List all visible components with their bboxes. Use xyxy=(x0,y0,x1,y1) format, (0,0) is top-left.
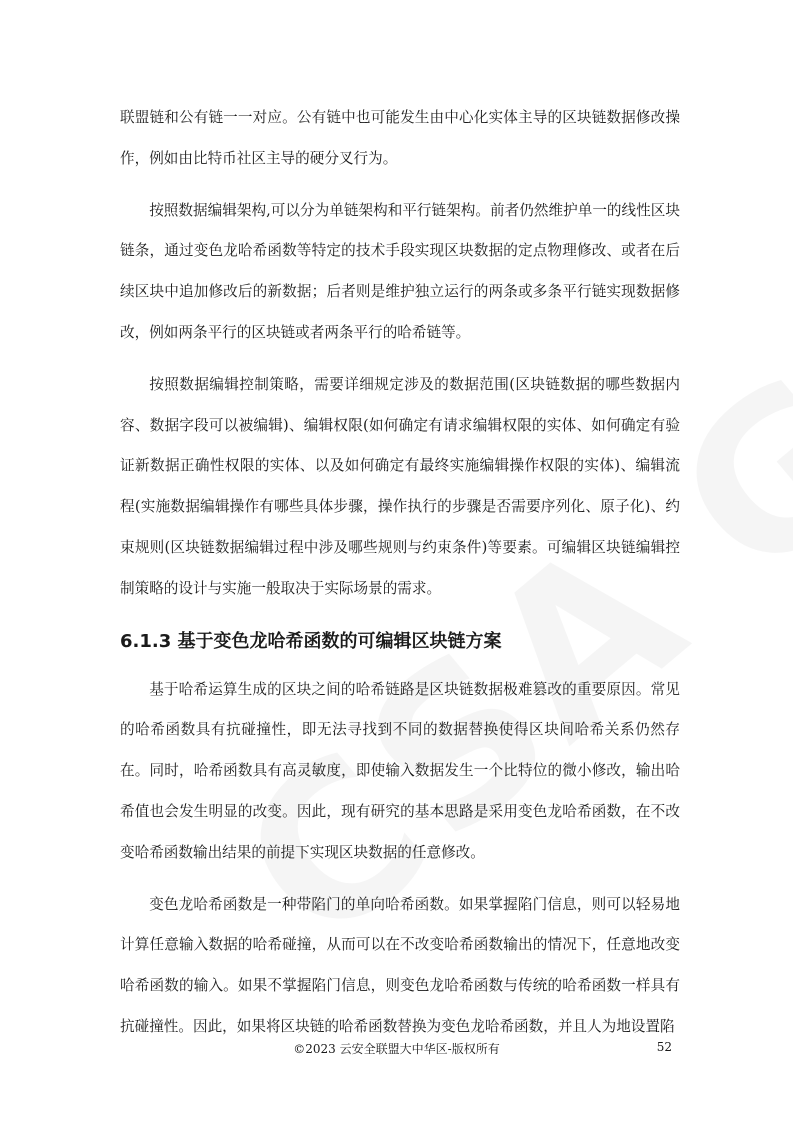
copyright-notice: ©2023 云安全联盟大中华区-版权所有 xyxy=(293,1042,500,1056)
section-heading: 6.1.3 基于变色龙哈希函数的可编辑区块链方案 xyxy=(120,630,502,652)
paragraph: 联盟链和公有链一一对应。公有链中也可能发生由中心化实体主导的区块链数据修改操作，例如由比特币社区主导的硬分叉行为。 xyxy=(120,109,680,167)
paragraph: 变色龙哈希函数是一种带陷门的单向哈希函数。如果掌握陷门信息，则可以轻易地计算任意输入数据的哈希碰撞，从而可以在不改变哈希函数输出的情况下，任意地改变哈希函数的输入。如果不掌握陷门信息，则变色龙哈希函数与传统的哈希函数一样具有抗碰撞性。因此，如果将区块链的哈希函数替换为变色龙哈希函数，并且人为地设置陷 xyxy=(120,895,680,1035)
paragraph: 基于哈希运算生成的区块之间的哈希链路是区块链数据极难篡改的重要原因。常见的哈希函数具有抗碰撞性，即无法寻找到不同的数据替换使得区块间哈希关系仍然存在。同时，哈希函数具有高灵敏度，即使输入数据发生一个比特位的微小修改，输出哈希值也会发生明显的改变。因此，现有研究的基本思路是采用变色龙哈希函数，在不改变哈希函数输出结果的前提下实现区块数据的任意修改。 xyxy=(120,680,680,861)
page-number: 52 xyxy=(656,1040,672,1054)
paragraph: 按照数据编辑控制策略，需要详细规定涉及的数据范围(区块链数据的哪些数据内容、数据字段可以被编辑)、编辑权限(如何确定有请求编辑权限的实体、如何确定有验证新数据正确性权限的实体、以及如何确定有最终实施编辑操作权限的实体)、编辑流程(实施数据编辑操作有哪些具体步骤，操作执行的步骤是否需要序列化、原子化)、约束规则(区块链数据编辑过程中涉及哪些规则与约束条件)等要素。可编辑区块链编辑控制策略的设计与实施一般取决于实际场景的需求。 xyxy=(120,375,680,597)
paragraph: 按照数据编辑架构,可以分为单链架构和平行链架构。前者仍然维护单一的线性区块链条，通过变色龙哈希函数等特定的技术手段实现区块数据的定点物理修改、或者在后续区块中追加修改后的新数据；后者则是维护独立运行的两条或多条平行链实现数据修改，例如两条平行的区块链或者两条平行的哈希链等。 xyxy=(120,201,680,341)
document-body xyxy=(120,98,680,1048)
